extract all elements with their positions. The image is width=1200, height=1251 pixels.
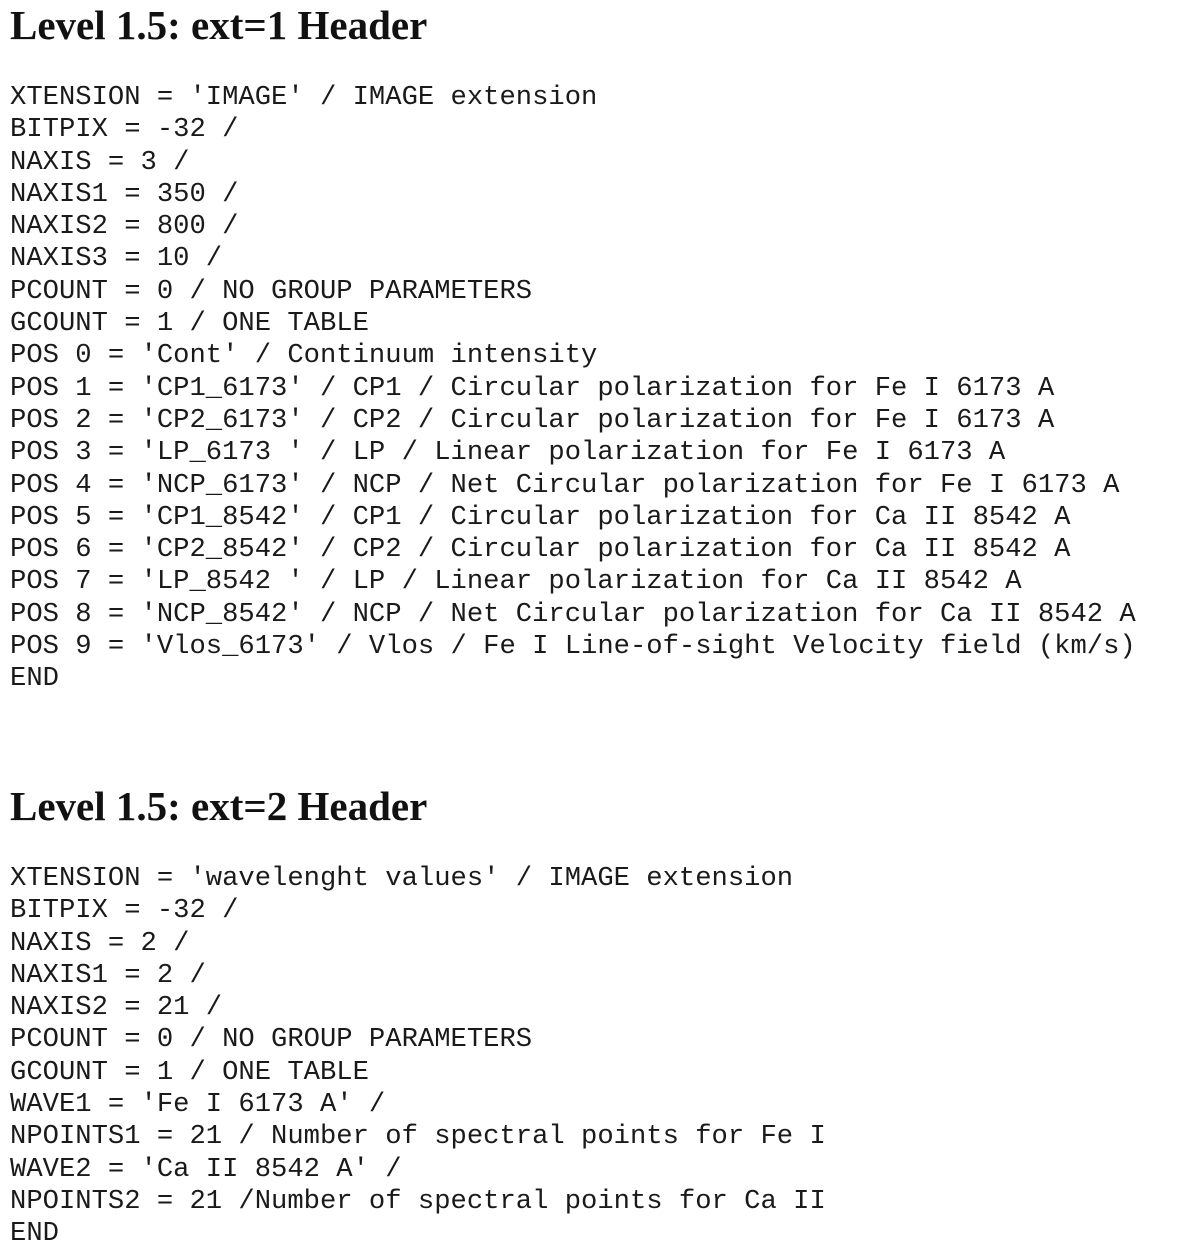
header-card-line: POS 0 = 'Cont' / Continuum intensity bbox=[10, 340, 598, 372]
header-card-line: END bbox=[10, 663, 59, 695]
header-card-line: XTENSION = 'wavelenght values' / IMAGE extension bbox=[10, 863, 794, 894]
header-card-line: POS 8 = 'NCP_8542' / NCP / Net Circular polarization for Ca II 8542 A bbox=[10, 598, 1136, 630]
header-card-line: POS 7 = 'LP_8542 ' / LP / Linear polarization for Ca II 8542 A bbox=[10, 566, 1022, 598]
header-card-line: POS 9 = 'Vlos_6173' / Vlos / Fe I Line-of-sight Velocity field (km/s) bbox=[10, 631, 1136, 663]
ext1-header-section bbox=[10, 0, 1200, 696]
header-card-line: NAXIS3 = 10 / bbox=[10, 243, 223, 275]
header-card-line: POS 4 = 'NCP_6173' / NCP / Net Circular polarization for Fe I 6173 A bbox=[10, 469, 1120, 501]
header-card-line: POS 6 = 'CP2_8542' / CP2 / Circular polarization for Ca II 8542 A bbox=[10, 534, 1071, 566]
header-card-line: NPOINTS2 = 21 /Number of spectral points for Ca II bbox=[10, 1185, 826, 1217]
header-card-line: NAXIS2 = 800 / bbox=[10, 211, 239, 243]
header-card-line: WAVE1 = 'Fe I 6173 A' / bbox=[10, 1089, 386, 1121]
header-card-line: BITPIX = -32 / bbox=[10, 114, 239, 146]
header-card-line: GCOUNT = 1 / ONE TABLE bbox=[10, 1056, 369, 1088]
header-card-line: NAXIS2 = 21 / bbox=[10, 992, 223, 1024]
section-title: Level 1.5: ext=1 Header bbox=[10, 2, 428, 48]
header-card-list bbox=[10, 863, 1200, 1251]
header-card-line: NAXIS = 3 / bbox=[10, 146, 190, 178]
header-card-line: WAVE2 = 'Ca II 8542 A' / bbox=[10, 1153, 402, 1185]
header-card-line: NAXIS1 = 2 / bbox=[10, 959, 206, 991]
header-card-line: XTENSION = 'IMAGE' / IMAGE extension bbox=[10, 82, 598, 113]
header-card-line: POS 2 = 'CP2_6173' / CP2 / Circular polarization for Fe I 6173 A bbox=[10, 404, 1055, 436]
header-card-line: GCOUNT = 1 / ONE TABLE bbox=[10, 308, 369, 340]
header-card-line: NPOINTS1 = 21 / Number of spectral points for Fe I bbox=[10, 1121, 826, 1153]
header-card-line: NAXIS = 2 / bbox=[10, 927, 190, 959]
header-card-line: POS 3 = 'LP_6173 ' / LP / Linear polarization for Fe I 6173 A bbox=[10, 437, 1006, 469]
header-card-list bbox=[10, 82, 1200, 696]
header-card-line: PCOUNT = 0 / NO GROUP PARAMETERS bbox=[10, 1024, 533, 1056]
header-card-line: POS 5 = 'CP1_8542' / CP1 / Circular polarization for Ca II 8542 A bbox=[10, 501, 1071, 533]
header-card-line: NAXIS1 = 350 / bbox=[10, 178, 239, 210]
ext2-header-section bbox=[10, 781, 1200, 1251]
header-card-line: POS 1 = 'CP1_6173' / CP1 / Circular polarization for Fe I 6173 A bbox=[10, 372, 1055, 404]
section-title: Level 1.5: ext=2 Header bbox=[10, 783, 428, 829]
header-card-line: PCOUNT = 0 / NO GROUP PARAMETERS bbox=[10, 275, 533, 307]
header-card-line: END bbox=[10, 1218, 59, 1250]
header-card-line: BITPIX = -32 / bbox=[10, 895, 239, 927]
